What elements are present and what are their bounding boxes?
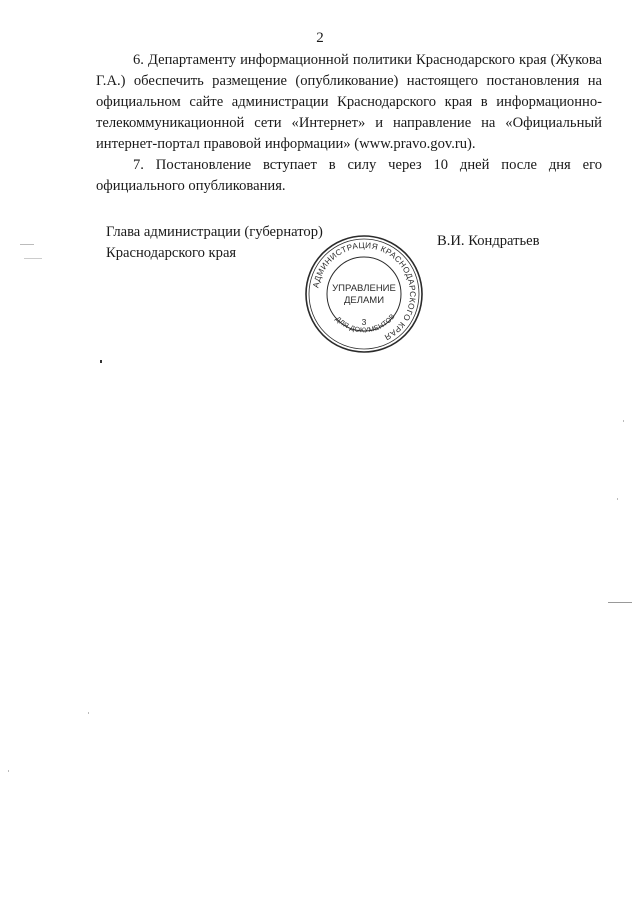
scan-speck	[617, 498, 618, 500]
scan-speck	[100, 360, 102, 363]
seal-number: 3	[361, 317, 367, 327]
scan-speck	[623, 420, 624, 422]
document-body	[96, 50, 602, 197]
official-seal	[303, 233, 425, 355]
signatory-title-line-1: Глава администрации (губернатор)	[106, 224, 323, 240]
seal-outer-text: АДМИНИСТРАЦИЯ КРАСНОДАРСКОГО КРАЯ	[311, 240, 418, 342]
scan-speck	[20, 244, 34, 245]
seal-inner-line-1: УПРАВЛЕНИЕ	[332, 283, 396, 294]
page-number: 2	[316, 30, 324, 46]
paragraph-6: 6. Департаменту информационной политики Краснодарского края (Жукова Г.А.) обеспечить размещение (опубликование) настоящего постановления на официальном сайте администрации Краснодарского края в информационно-телекоммуникационной сети «Интернет» и направление на «Официальный интернет-портал правовой информации» (www.pravo.gov.ru).	[96, 52, 602, 152]
scan-speck	[88, 712, 89, 714]
paragraph-7: 7. Постановление вступает в силу через 10 дней после дня его официального опубликования.	[96, 157, 602, 194]
signatory-name: В.И. Кондратьев	[437, 233, 540, 249]
seal-bottom-text: ДЛЯ ДОКУМЕНТОВ	[333, 312, 397, 335]
seal-inner-line-2: ДЕЛАМИ	[343, 295, 385, 306]
signatory-title-line-2: Краснодарского края	[106, 245, 237, 261]
signatory-title	[106, 222, 323, 264]
scan-speck	[608, 602, 632, 603]
scan-speck	[8, 770, 9, 772]
scan-speck	[24, 258, 42, 259]
